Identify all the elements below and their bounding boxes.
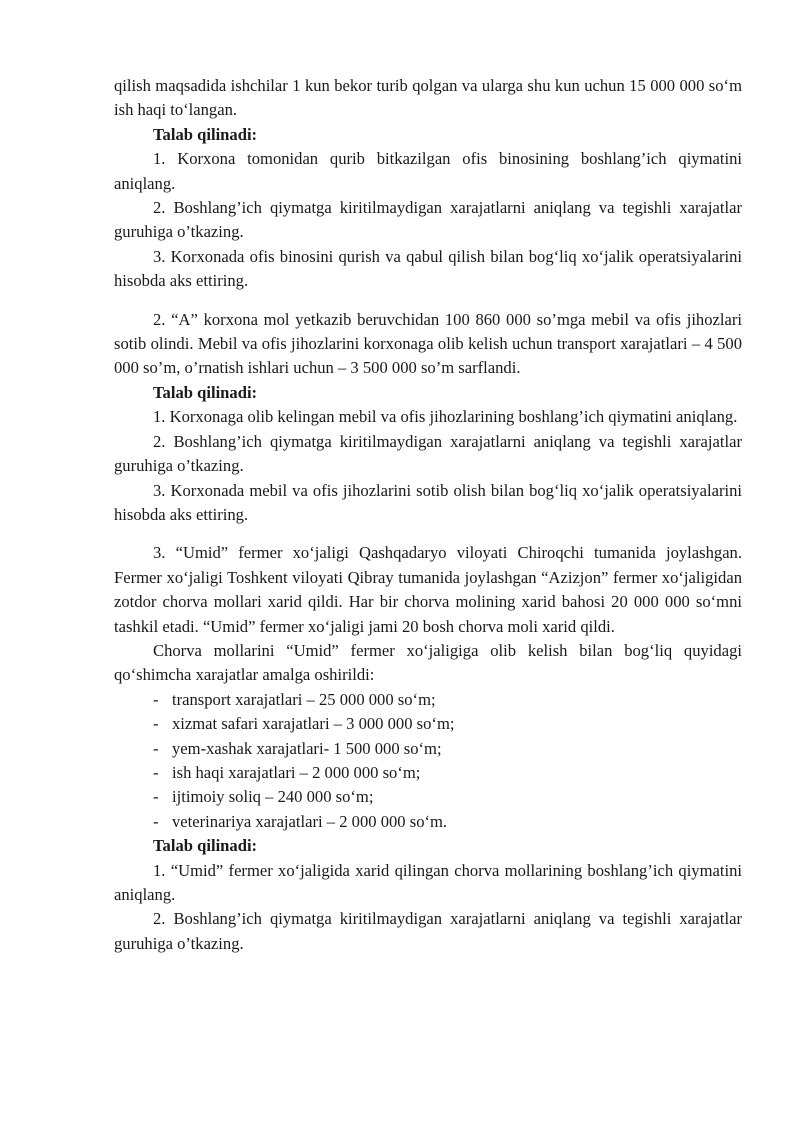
document-page <box>114 74 742 956</box>
problem3-heading: Talab qilinadi: <box>153 836 258 856</box>
cost-list <box>114 688 742 834</box>
list-item <box>114 810 742 834</box>
cost-text: ijtimoiy soliq – 240 000 so‘m; <box>172 787 374 807</box>
list-item <box>114 785 742 809</box>
list-item <box>114 737 742 761</box>
cost-text: transport xarajatlari – 25 000 000 so‘m; <box>172 689 436 709</box>
problem3-section <box>114 541 742 956</box>
problem2-item-2: 2. Boshlang’ich qiymatga kiritilmaydigan xarajatlarni aniqlang va tegishli xarajatlar guruhiga o’tkazing. <box>114 431 742 476</box>
cost-text: ish haqi xarajatlari – 2 000 000 so‘m; <box>172 762 421 782</box>
list-item <box>114 712 742 736</box>
problem2-item-3: 3. Korxonada mebil va ofis jihozlarini sotib olish bilan bog‘liq xo‘jalik operatsiyalarini hisobda aks ettiring. <box>114 480 742 524</box>
problem2-item-1: 1. Korxonaga olib kelingan mebil va ofis jihozlarining boshlang’ich qiymatini aniqlang. <box>153 407 738 427</box>
dash-marker: - <box>153 811 159 831</box>
list-item <box>114 688 742 712</box>
list-item <box>114 761 742 785</box>
problem3-text2: Chorva mollarini “Umid” fermer xo‘jaligiga olib kelish bilan bog‘liq quyidagi qo‘shimcha xarajatlar amalga oshirildi: <box>114 640 742 685</box>
dash-marker: - <box>153 762 159 782</box>
task1-item-2: 2. Boshlang’ich qiymatga kiritilmaydigan xarajatlarni aniqlang va tegishli xarajatlar guruhiga o’tkazing. <box>114 198 742 242</box>
problem3-item-2: 2. Boshlang’ich qiymatga kiritilmaydigan xarajatlarni aniqlang va tegishli xarajatlar guruhiga o’tkazing. <box>114 909 742 953</box>
cost-text: veterinariya xarajatlari – 2 000 000 so‘m. <box>172 811 448 831</box>
problem2-heading: Talab qilinadi: <box>153 382 258 402</box>
problem3-text: 3. “Umid” fermer xo‘jaligi Qashqadaryo viloyati Chiroqchi tumanida joylashgan. Fermer xo‘jaligi Toshkent viloyati Qibray tumanida joylashgan “Azizjon” fermer xo‘jaligidan zotdor chorva mollari xarid qildi. Har bir chorva molining xarid bahosi 20 000 000 so‘mni tashkil etadi. “Umid” fermer xo‘jaligi jami 20 bosh chorva moli xarid qildi. <box>114 543 742 636</box>
task1-section <box>114 123 742 294</box>
task1-item-1: 1. Korxona tomonidan qurib bitkazilgan ofis binosining boshlang’ich qiymatini aniqlang. <box>114 149 742 193</box>
problem2-text: 2. “A” korxona mol yetkazib beruvchidan 100 860 000 so’mga mebil va ofis jihozlari sotib olindi. Mebil va ofis jihozlarini korxonaga olib kelish uchun transport xarajatlari – 4 500 000 so’m, o’rnatish ishlari uchun – 3 500 000 so’m sarflandi. <box>114 309 742 378</box>
intro-continuation: qilish maqsadida ishchilar 1 kun bekor turib qolgan va ularga shu kun uchun 15 000 000 so‘m ish haqi to‘langan. <box>114 76 742 120</box>
problem2-section <box>114 308 742 528</box>
dash-marker: - <box>153 714 159 734</box>
dash-marker: - <box>153 787 159 807</box>
task1-heading: Talab qilinadi: <box>153 124 258 144</box>
dash-marker: - <box>153 738 159 758</box>
task1-item-3: 3. Korxonada ofis binosini qurish va qabul qilish bilan bog‘liq xo‘jalik operatsiyalarini hisobda aks ettiring. <box>114 246 742 291</box>
cost-text: xizmat safari xarajatlari – 3 000 000 so‘m; <box>172 714 455 734</box>
dash-marker: - <box>153 689 159 709</box>
problem3-item-1: 1. “Umid” fermer xo‘jaligida xarid qilingan chorva mollarining boshlang’ich qiymatini aniqlang. <box>114 860 742 904</box>
cost-text: yem-xashak xarajatlari- 1 500 000 so‘m; <box>172 738 442 758</box>
